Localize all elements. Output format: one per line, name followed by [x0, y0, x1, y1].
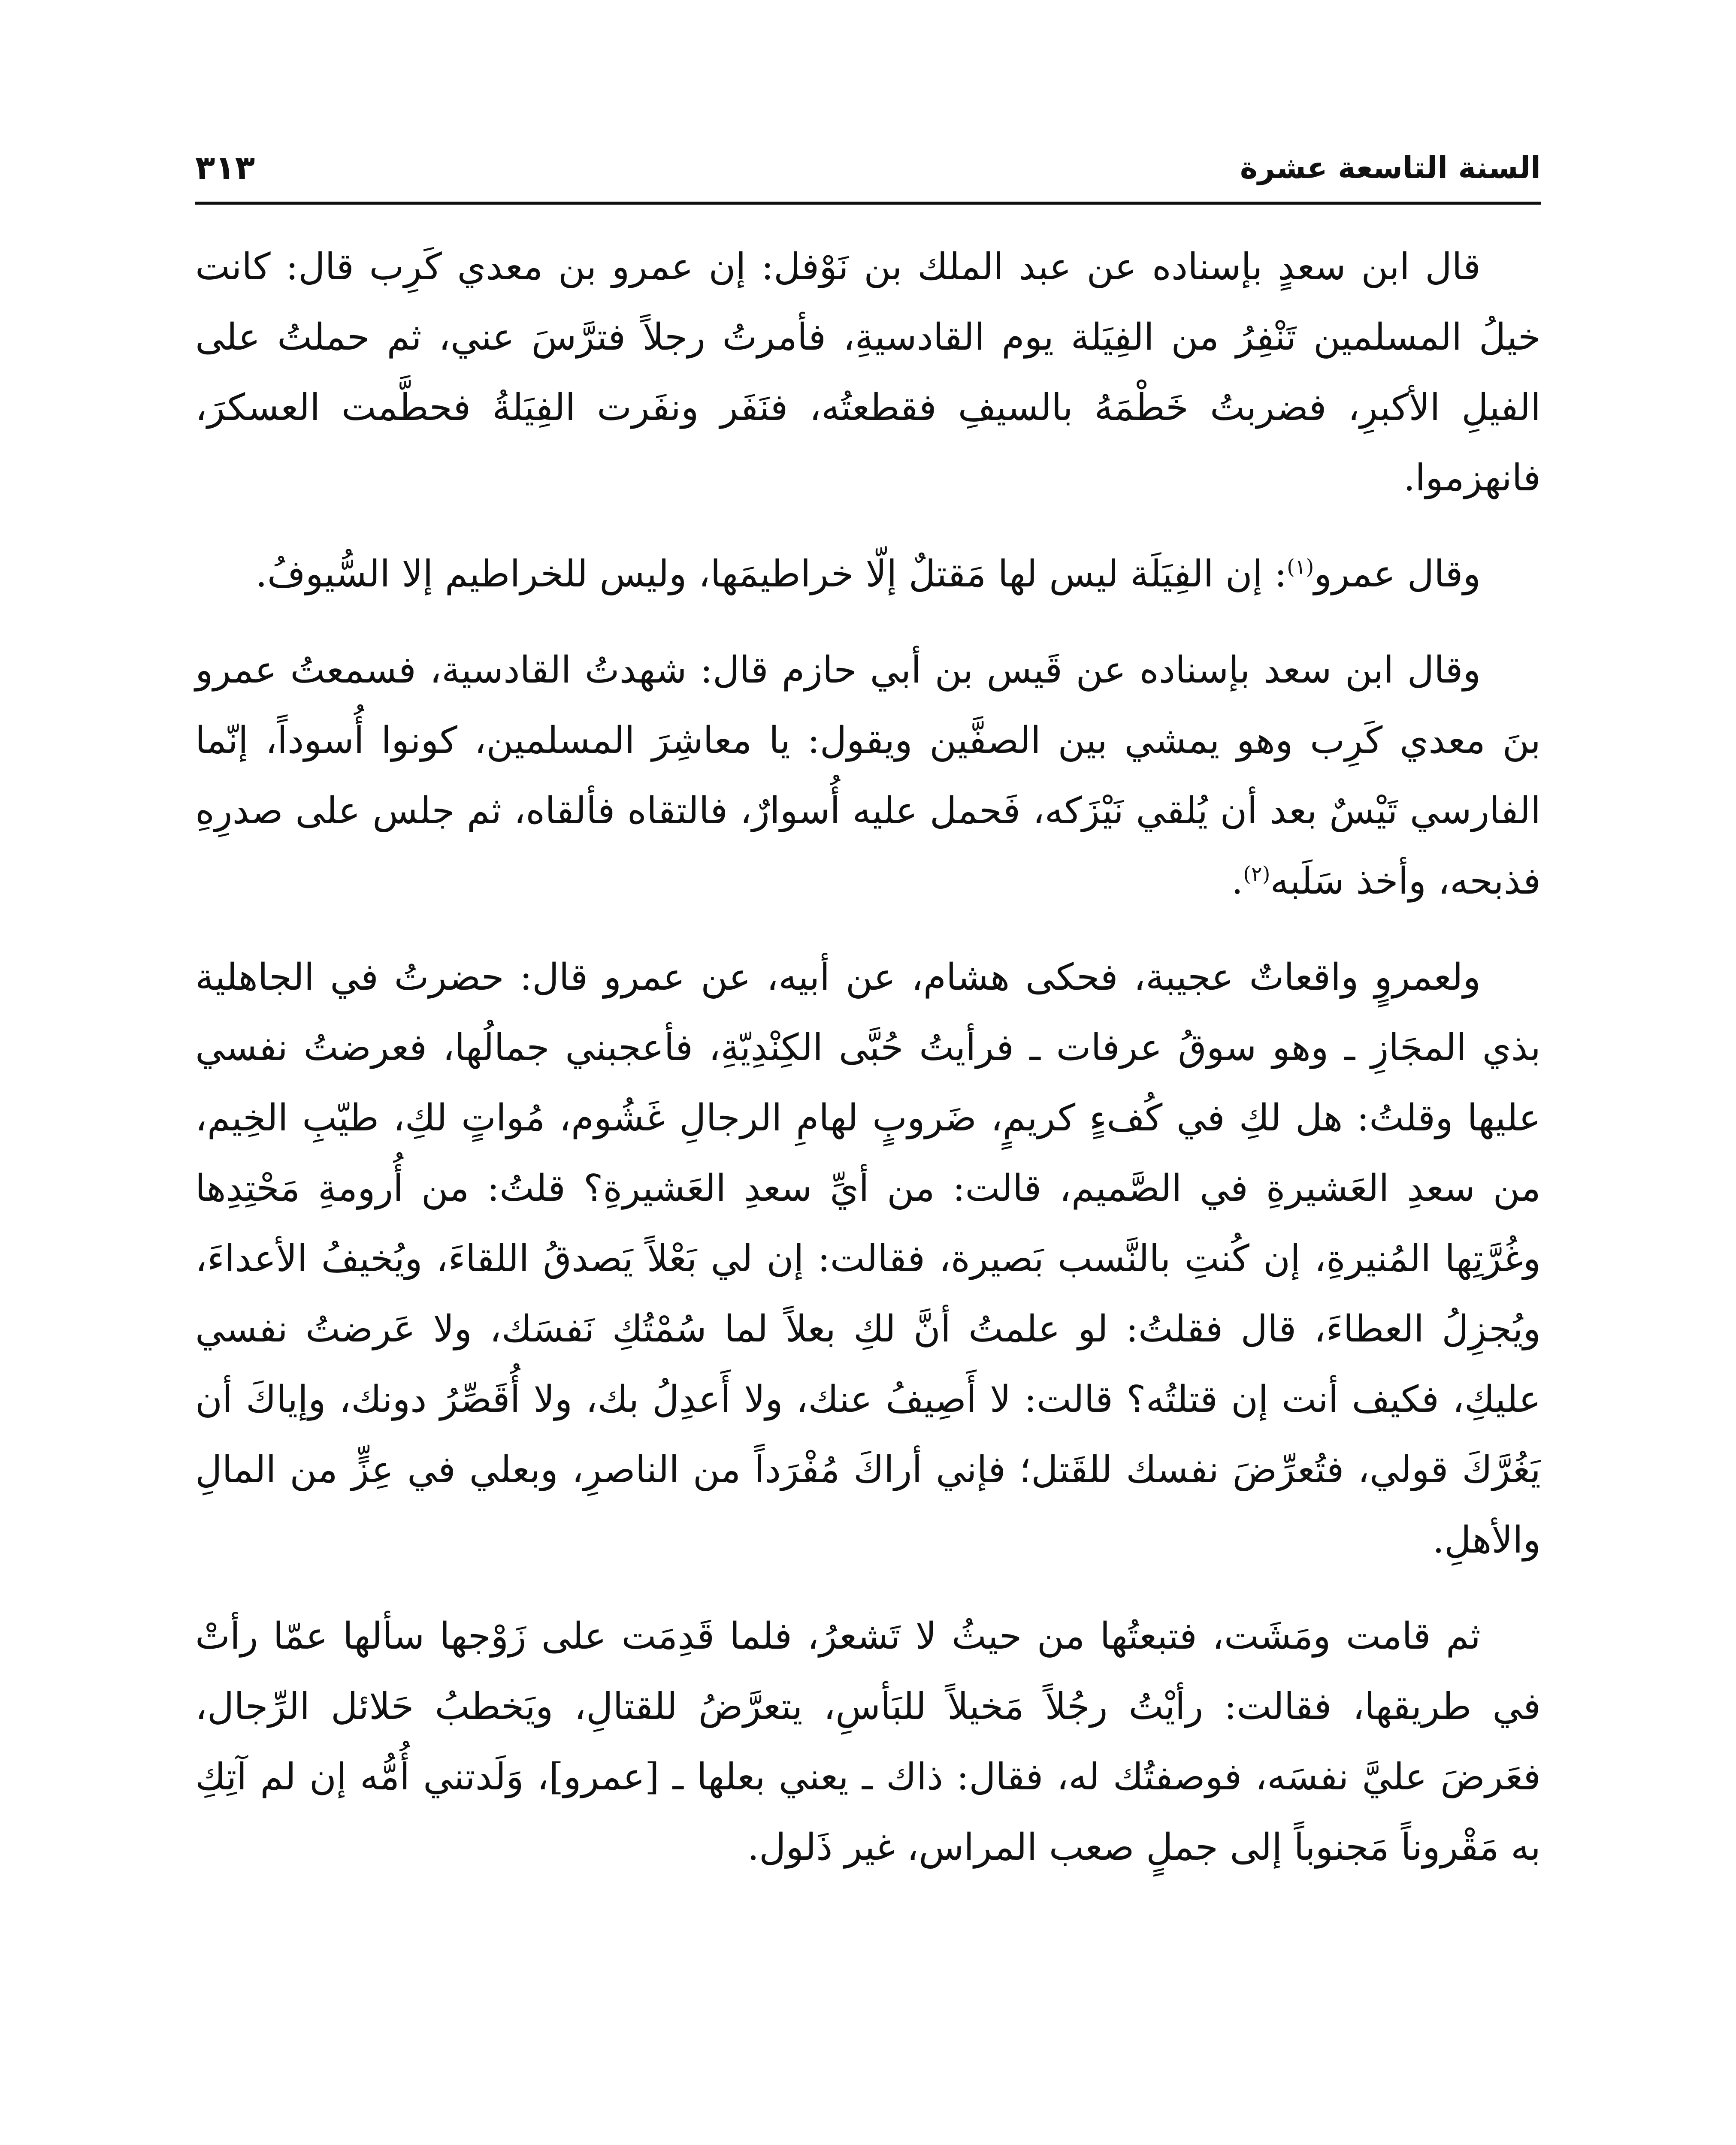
paragraph-2 — [195, 539, 1541, 609]
chapter-title: السنة التاسعة عشرة — [1240, 150, 1541, 185]
footnote-ref-1[interactable]: (١) — [1287, 555, 1314, 579]
running-header — [195, 142, 1541, 205]
main-text — [195, 232, 1541, 1908]
footnote-ref-2[interactable]: (٢) — [1243, 862, 1270, 886]
paragraph-5: ثم قامت ومَشَت، فتبعتُها من حيثُ لا تَشعرُ، فلما قَدِمَت على زَوْجها سألها عمّا رأتْ في طريقها، فقالت: رأيْتُ رجُلاً مَخيلاً للبَأسِ، يتعرَّضُ للقتالِ، ويَخطبُ حَلائل الرِّجال، فعَرضَ عليَّ نفسَه، فوصفتُك له، فقال: ذاك ـ يعني بعلها ـ [عمرو]، وَلَدتني أُمُّه إن لم آتِكِ به مَقْروناً مَجنوباً إلى جملٍ صعب المراس، غير ذَلول. — [195, 1615, 1541, 1869]
paragraph-3-text-after: . — [1231, 860, 1243, 903]
paragraph-4: ولعمروٍ واقعاتٌ عجيبة، فحكى هشام، عن أبيه، عن عمرو قال: حضرتُ في الجاهلية بذي المجَازِ ـ وهو سوقُ عرفات ـ فرأيتُ حُبَّى الكِنْدِيّةِ، فأعجبني جمالُها، فعرضتُ نفسي عليها وقلتُ: هل لكِ في كُفءٍ كريمٍ، ضَروبٍ لهامِ الرجالِ غَشُوم، مُواتٍ لكِ، طيّبِ الخِيم، من سعدِ العَشيرةِ في الصَّميم، قالت: من أيِّ سعدِ العَشيرةِ؟ قلتُ: من أُرومةِ مَحْتِدِها وغُرَّتِها المُنيرةِ، إن كُنتِ بالنَّسب بَصيرة، فقالت: إن لي بَعْلاً يَصدقُ اللقاءَ، ويُخيفُ الأعداءَ، ويُجزِلُ العطاءَ، قال فقلتُ: لو علمتُ أنَّ لكِ بعلاً لما سُمْتُكِ نَفسَك، ولا عَرضتُ نفسي عليكِ، فكيف أنت إن قتلتُه؟ قالت: لا أَصِيفُ عنك، ولا أَعدِلُ بك، ولا أُقَصِّرُ دونك، وإياكَ أن يَغُرَّكَ قولي، فتُعرِّضَ نفسك للقَتل؛ فإني أراكَ مُفْرَداً من الناصرِ، وبعلي في عِزٍّ من المالِ والأهلِ. — [195, 956, 1541, 1562]
paragraph-2-text-after: : إن الفِيَلَة ليس لها مَقتلٌ إلّا خراطيمَها، وليس للخراطيم إلا السُّيوفُ. — [255, 553, 1287, 595]
page-number: ٣١٣ — [195, 148, 255, 187]
paragraph-1: قال ابن سعدٍ بإسناده عن عبد الملك بن نَوْفل: إن عمرو بن معدي كَرِب قال: كانت خيلُ المسلمين تَنْفِرُ من الفِيَلة يوم القادسيةِ، فأمرتُ رجلاً فترَّسَ عني، ثم حملتُ على الفيلِ الأكبرِ، فضربتُ خَطْمَهُ بالسيفِ فقطعتُه، فنَفَر ونفَرت الفِيَلةُ فحطَّمت العسكرَ، فانهزموا. — [195, 245, 1541, 499]
paragraph-2-text-before: وقال عمرو — [1314, 553, 1481, 595]
paragraph-3 — [195, 635, 1541, 916]
paragraph-3-text-before: وقال ابن سعد بإسناده عن قَيس بن أبي حازم قال: شهدتُ القادسية، فسمعتُ عمرو بنَ معدي كَرِب وهو يمشي بين الصفَّين ويقول: يا معاشِرَ المسلمين، كونوا أُسوداً، إنّما الفارسي تَيْسٌ بعد أن يُلقي نَيْزَكه، فَحمل عليه أُسوارٌ، فالتقاه فألقاه، ثم جلس على صدرِهِ فذبحه، وأخذ سَلَبه — [195, 649, 1541, 903]
